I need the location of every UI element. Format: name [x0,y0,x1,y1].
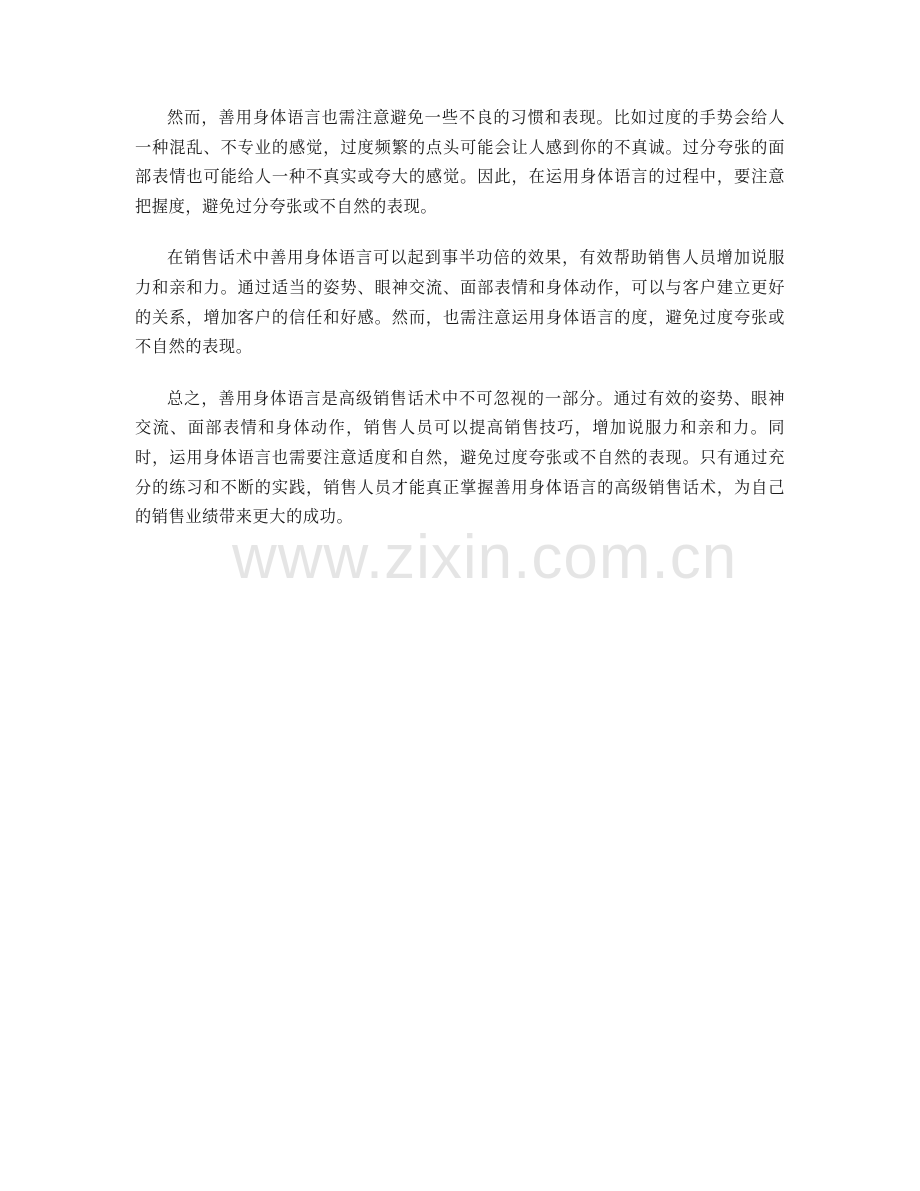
paragraph-1: 然而，善用身体语言也需注意避免一些不良的习惯和表现。比如过度的手势会给人一种混乱、不专业的感觉，过度频繁的点头可能会让人感到你的不真诚。过分夸张的面部表情也可能给人一种不真实或夸大的感觉。因此，在运用身体语言的过程中，要注意把握度，避免过分夸张或不自然的表现。 [135,108,785,216]
paragraph-2: 在销售话术中善用身体语言可以起到事半功倍的效果，有效帮助销售人员增加说服力和亲和力。通过适当的姿势、眼神交流、面部表情和身体动作，可以与客户建立更好的关系，增加客户的信任和好感。然而，也需注意运用身体语言的度，避免过度夸张或不自然的表现。 [135,248,785,357]
watermark: www.zixin.com.cn [232,523,738,592]
document-body [135,103,785,554]
paragraph-3: 总之，善用身体语言是高级销售话术中不可忽视的一部分。通过有效的姿势、眼神交流、面部表情和身体动作，销售人员可以提高销售技巧，增加说服力和亲和力。同时，运用身体语言也需要注意适度和自然，避免过度夸张或不自然的表现。只有通过充分的练习和不断的实践，销售人员才能真正掌握善用身体语言的高级销售话术，为自己的销售业绩带来更大的成功。 [135,388,785,527]
